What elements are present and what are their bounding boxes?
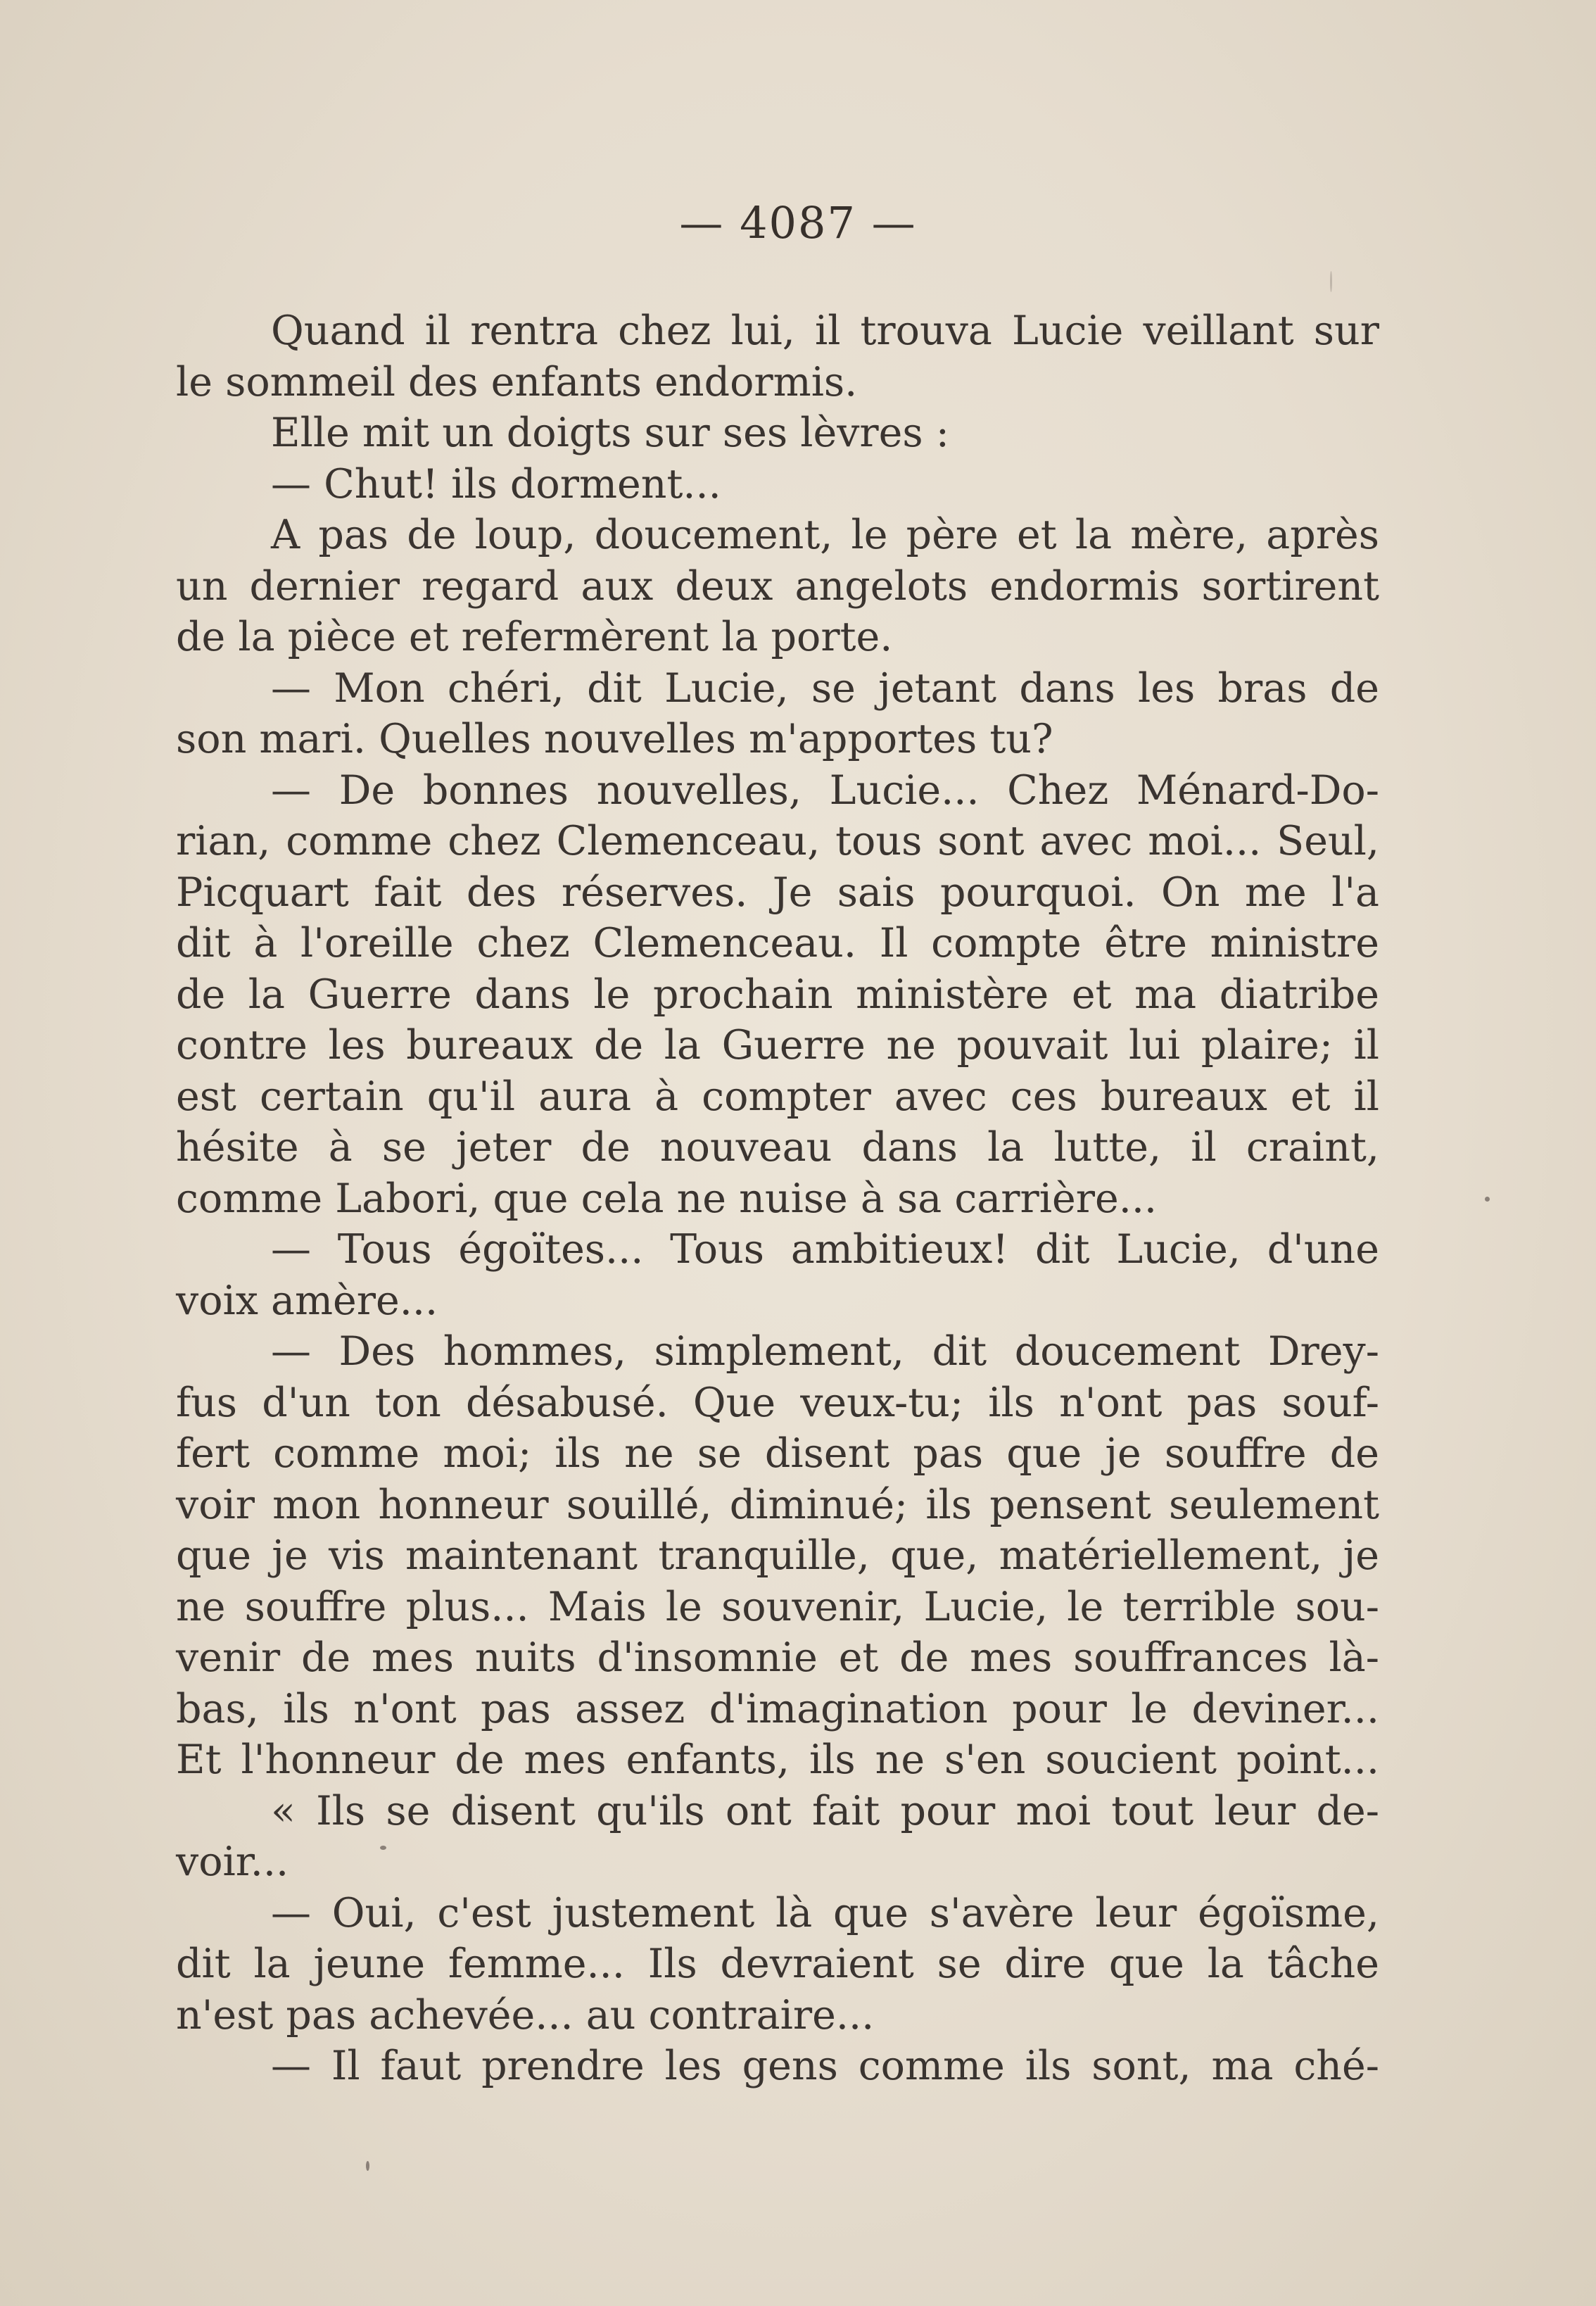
text-line: — Oui, c'est justement là que s'avère leur égoïsme,: [271, 1889, 1379, 1936]
text-line: — Chut! ils dorment...: [271, 460, 721, 508]
text-line: un dernier regard aux deux angelots endormis sortirent: [176, 562, 1379, 610]
text-line: ne souffre plus... Mais le souvenir, Lucie, le terrible sou-: [176, 1583, 1379, 1630]
text-line: — Mon chéri, dit Lucie, se jetant dans les bras de: [271, 664, 1379, 712]
text-line: — Tous égoïtes... Tous ambitieux! dit Lucie, d'une: [271, 1226, 1379, 1273]
text-line: A pas de loup, doucement, le père et la mère, après: [271, 512, 1379, 558]
text-line: voix amère...: [176, 1277, 438, 1324]
text-line: Quand il rentra chez lui, il trouva Lucie veillant sur: [271, 308, 1379, 354]
text-line: voir mon honneur souillé, diminué; ils pensent seulement: [176, 1481, 1379, 1528]
text-line: venir de mes nuits d'insomnie et de mes souffrances là-: [176, 1634, 1379, 1681]
text-line: de la Guerre dans le prochain ministère et ma diatribe: [176, 971, 1379, 1018]
paper-speck: [366, 2161, 369, 2171]
text-line: le sommeil des enfants endormis.: [176, 358, 858, 405]
text-line: Picquart fait des réserves. Je sais pourquoi. On me l'a: [176, 869, 1379, 916]
text-line: comme Labori, que cela ne nuise à sa carrière...: [176, 1175, 1158, 1222]
text-line: est certain qu'il aura à compter avec ces bureaux et il: [176, 1073, 1379, 1120]
text-line: de la pièce et refermèrent la porte.: [176, 614, 893, 660]
text-line: — Il faut prendre les gens comme ils sont, ma ché-: [271, 2043, 1379, 2089]
text-line: son mari. Quelles nouvelles m'apportes tu?: [176, 716, 1053, 762]
text-line: dit la jeune femme... Ils devraient se dire que la tâche: [176, 1941, 1379, 1987]
text-line: Et l'honneur de mes enfants, ils ne s'en soucient point...: [176, 1737, 1379, 1783]
body-text: [176, 305, 1379, 2092]
paper-speck: [380, 1846, 386, 1850]
text-line: — De bonnes nouvelles, Lucie... Chez Ménard-Do-: [271, 767, 1379, 814]
text-line: hésite à se jeter de nouveau dans la lutte, il craint,: [176, 1124, 1379, 1171]
paper-speck: [1485, 1197, 1490, 1202]
text-line: que je vis maintenant tranquille, que, matériellement, je: [176, 1532, 1379, 1579]
text-line: rian, comme chez Clemenceau, tous sont avec moi... Seul,: [176, 818, 1379, 864]
text-line: fus d'un ton désabusé. Que veux-tu; ils n'ont pas souf-: [176, 1379, 1379, 1426]
text-line: « Ils se disent qu'ils ont fait pour moi tout leur de-: [271, 1787, 1379, 1834]
text-line: fert comme moi; ils ne se disent pas que je souffre de: [176, 1430, 1379, 1477]
text-line: voir...: [176, 1839, 289, 1885]
text-line: bas, ils n'ont pas assez d'imagination pour le deviner...: [176, 1685, 1379, 1732]
text-line: contre les bureaux de la Guerre ne pouvait lui plaire; il: [176, 1022, 1379, 1069]
text-line: — Des hommes, simplement, dit doucement Drey-: [271, 1328, 1379, 1375]
paper-speck: [1330, 271, 1332, 292]
text-line: Elle mit un doigts sur ses lèvres :: [271, 410, 949, 456]
text-line: n'est pas achevée... au contraire...: [176, 1991, 875, 2039]
page-number: — 4087 —: [679, 197, 917, 248]
text-line: dit à l'oreille chez Clemenceau. Il compte être ministre: [176, 920, 1379, 966]
